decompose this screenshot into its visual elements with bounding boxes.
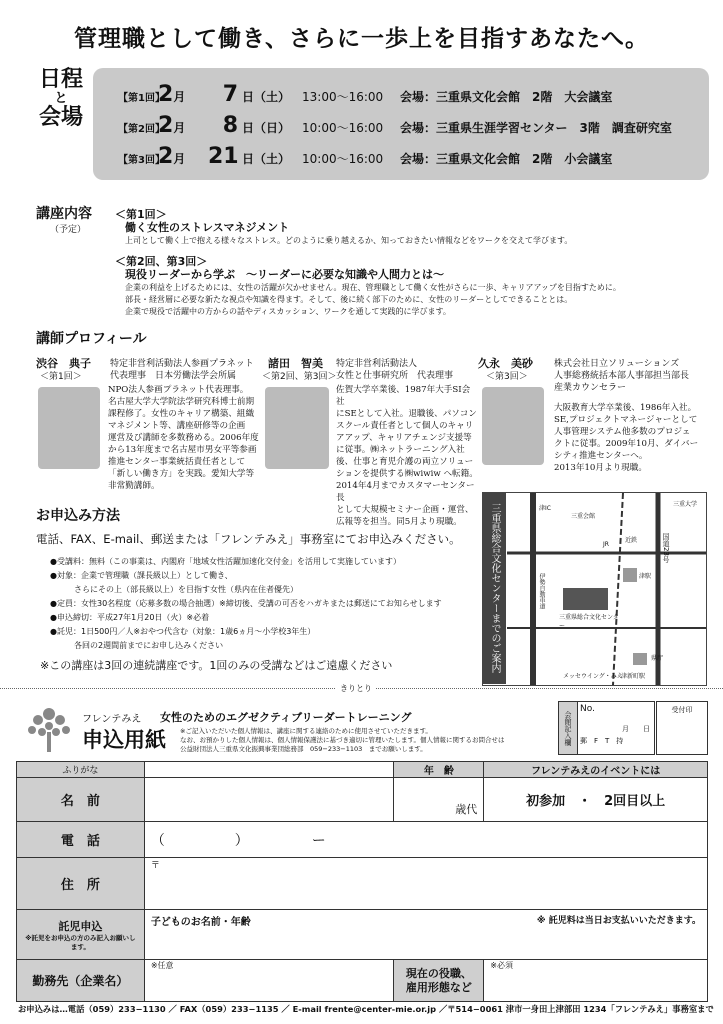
time: 13:00〜16:00 — [302, 90, 384, 104]
phone-input[interactable]: （ ） ー — [144, 822, 707, 858]
profile-2-org1: 特定非営利活動法人 — [336, 359, 418, 369]
map-label: 津駅 — [639, 573, 652, 580]
map-label: 三重大学 — [673, 501, 698, 508]
apply-item: ●託児：1日500円／人※おやつ代含む（対象：1歳6ヵ月〜小学校3年生） — [50, 627, 316, 636]
schedule-label-mid: と — [54, 91, 68, 106]
profile-2-photo — [265, 387, 329, 469]
month: 2 — [158, 113, 174, 138]
apply-item: 各回の2週間前までにお申し込みください — [50, 641, 224, 650]
map-label: 三重会館 — [571, 513, 596, 520]
apply-item: ●対象：企業で管理職（課長級以上）として働き、 — [50, 571, 233, 580]
course-title: 講座内容 — [36, 206, 92, 222]
map-side-label: 三重県総合文化センターまでのご案内 — [482, 492, 506, 684]
profile-1-org2: 代表理事 日本労働法学会所属 — [110, 371, 237, 381]
age-label: 年 齢 — [394, 762, 484, 778]
furigana-label: ふりがな — [17, 762, 145, 778]
month-unit: 月 — [173, 121, 186, 135]
schedule-row-2 — [118, 113, 672, 139]
course-s1-text: 上司として働く上で抱える様々なストレス。どのように乗り越えるか、知っておきたい情報などをワークを交えて学びます。 — [125, 236, 573, 245]
address-label: 住 所 — [17, 858, 145, 910]
profile-1-bio: NPO法人参画プラネット代表理事。 名古屋大学大学院法学研究科博士前期 課程修了。女性のキャリア構築、組織 マネジメント等、講座研修等の企画 運営及び講師を多数務める。2006年度 から13年度まで名古屋市男女平等参画 推進センター事業統括責任者として 「新しい働き方」を実践。愛知大学等 非常勤講師。 — [108, 385, 259, 491]
venue: 会場：三重県文化会館 2階 小会議室 — [400, 152, 613, 166]
event-options[interactable]: 初参加 ・ 2回目以上 — [484, 778, 708, 822]
day-unit: 日（土） — [242, 90, 291, 104]
apply-title: お申込み方法 — [36, 508, 120, 524]
day: 8 — [222, 113, 238, 138]
profile-3-org2: 人事総務統括本部人事部担当部長 — [554, 371, 690, 381]
apply-note: ※この講座は3回の連続講座です。1回のみの受講などはご遠慮ください — [40, 659, 393, 672]
profile-2-round: ＜第2回、第3回＞ — [262, 372, 337, 382]
position-input[interactable]: ※必須 — [484, 960, 708, 1002]
venue: 会場：三重県文化会館 2階 大会議室 — [400, 90, 613, 104]
childcare-pay-note: ※ 託児料は当日お支払いいただきます。 — [536, 916, 701, 926]
map-label: 国道23号 — [662, 533, 670, 563]
course-s2-text-1: 企業の利益を上げるためには、女性の活躍が欠かせません。現在、管理職として働く女性がさらに一歩、キャリアアップを目指すために。 — [125, 283, 621, 292]
course-note: （予定） — [50, 225, 87, 235]
furigana-input[interactable] — [144, 762, 394, 778]
office-no: No. — [580, 704, 595, 714]
schedule-row-3 — [118, 144, 612, 170]
railway-line — [613, 493, 623, 685]
venue: 会場：三重県生涯学習センター 3階 調査研究室 — [400, 121, 672, 135]
event-label: フレンテみえのイベントには — [484, 762, 708, 778]
footer-contact: お申込みは…電話（059）233−1130 ／ FAX（059）233−1135 ／ E-mail frente@center-mie.or.jp ／〒514−0061 津市一身田上津部田 1234「フレンテみえ」事務室まで — [18, 1004, 714, 1014]
office-method: 郵 F T 持 — [580, 737, 624, 745]
map-label: 伊勢自動車道 — [538, 573, 545, 609]
name-input[interactable] — [144, 778, 394, 822]
work-input[interactable]: ※任意 — [144, 960, 394, 1002]
course-s1-title: 働く女性のストレスマネジメント — [125, 221, 290, 234]
station-marker — [623, 568, 637, 582]
schedule-label — [36, 68, 86, 130]
course-s2-text-3: 企業で現役で活躍中の方からの話やディスカッション、ワークを通して実践的に学びます。 — [125, 307, 451, 316]
venue-marker — [563, 588, 608, 610]
privacy-line: ※ご記入いただいた個人情報は、講座に関する連絡のために使用させていただきます。 — [180, 727, 432, 735]
map-label: メッセウイング・みえ — [563, 673, 623, 680]
apply-item: ●申込締切：平成27年1月20日（火）※必着 — [50, 613, 210, 622]
profile-2-bio: 佐賀大学卒業後、1987年大手SI会社 にSEとして入社。退職後、パソコン スクール責任者として個人のキャリ アアップ、キャリアチェンジ支援等 に従事。㈱ネットラーニング入社 後、仕事と育児介護の両立ソリュー ションを提供する㈱wiwiw へ転籍。 2014年4月までカスタマーセンター長 として大規模セミナー企画・運営、 広報等を担当。同5月より現職。 — [336, 385, 478, 527]
schedule-row-1 — [118, 82, 612, 108]
name-label: 名 前 — [17, 778, 145, 822]
age-input[interactable] — [394, 778, 484, 822]
profile-1-name: 渋谷 典子 — [36, 357, 91, 370]
apply-items — [50, 555, 478, 653]
privacy-line: 公益財団法人三重県文化振興事業団総務部 059−233−1103 までお願いします。 — [180, 745, 427, 753]
childcare-input[interactable] — [144, 910, 707, 960]
headline: 管理職として働き、さらに一歩上を目指すあなたへ。 — [73, 26, 650, 52]
map-label: 津新町駅 — [621, 673, 646, 680]
map-label: 近鉄 — [625, 537, 638, 544]
profile-3-name: 久永 美砂 — [478, 357, 533, 370]
month-unit: 月 — [173, 90, 186, 104]
month: 2 — [158, 144, 174, 169]
map-label: 三重県総合文化センター — [559, 614, 619, 630]
course-s1-head: ＜第1回＞ — [115, 208, 167, 221]
map-label: JR — [603, 541, 609, 548]
apply-item: さらにその上（部長級以上）を目指す女性（県内在住者優先） — [50, 585, 298, 594]
form-title: 申込用紙 — [82, 728, 166, 752]
profile-3-photo — [482, 387, 544, 465]
course-s2-title: 現役リーダーから学ぶ 〜リーダーに必要な知識や人間力とは〜 — [125, 268, 444, 281]
profile-1-round: ＜第1回＞ — [40, 372, 82, 382]
schedule-label-bottom: 会場 — [38, 105, 83, 130]
round-number: 【第2回】 — [118, 124, 165, 135]
map-drawing — [483, 493, 706, 685]
profile-title: 講師プロフィール — [36, 331, 147, 347]
profile-1-photo — [38, 387, 100, 469]
profile-1-org1: 特定非営利活動法人参画プラネット — [110, 359, 254, 369]
position-label: 現在の役職、雇用形態など — [394, 960, 484, 1002]
profile-3-round: ＜第3回＞ — [486, 372, 528, 382]
form-subtitle: 女性のためのエグゼクティブリーダートレーニング — [160, 711, 412, 724]
day-unit: 日（土） — [242, 152, 291, 166]
profile-2-org2: 女性と仕事研究所 代表理事 — [336, 371, 454, 381]
office-date: 月 日 — [622, 725, 650, 733]
apply-item: ●受講料：無料（この事業は、内閣府「地域女性活躍加速化交付金」を活用して実施しています） — [50, 557, 401, 566]
profile-3-org1: 株式会社日立ソリューションズ — [554, 359, 680, 369]
apply-lead: 電話、FAX、E-mail、郵送または「フレンテみえ」事務室にてお申込みください。 — [36, 532, 461, 546]
privacy-notice — [180, 727, 504, 754]
profile-3-org3: 産業カウンセラー — [554, 383, 627, 393]
time: 10:00〜16:00 — [302, 152, 384, 166]
course-s2-head: ＜第2回、第3回＞ — [115, 255, 208, 268]
round-number: 【第1回】 — [118, 93, 165, 104]
apply-item: ●定員：女性30名程度（応募多数の場合抽選）※締切後、受講の可否をハガキまたは郵送にてお知らせします — [50, 599, 442, 608]
childcare-cell — [17, 910, 145, 960]
childcare-label: 託児申込 — [58, 919, 103, 933]
phone-label: 電 話 — [17, 822, 145, 858]
profile-2-name: 諸田 智美 — [268, 357, 323, 370]
office-marker — [633, 653, 647, 665]
map-label: 津IC — [539, 505, 551, 512]
office-use-label: 会館記入欄 — [558, 701, 578, 755]
round-number: 【第3回】 — [118, 155, 165, 166]
address-input[interactable]: 〒 — [144, 858, 707, 910]
access-map — [482, 492, 707, 686]
course-s2-text-2: 部長・経営層に必要な新たな視点や知識を得ます。そして、後に続く部下のために、女性のリーダーとしてできることとは。 — [125, 295, 573, 304]
day-unit: 日（日） — [242, 121, 291, 135]
application-form — [16, 761, 708, 1002]
day: 7 — [222, 82, 238, 107]
work-label: 勤務先（企業名） — [17, 960, 145, 1002]
office-use-box — [576, 701, 655, 755]
privacy-line: なお、お預かりした個人情報は、個人情報保護法に基づき適切に管理いたします。個人情報に関するお問合せは — [180, 736, 505, 744]
stamp-box — [656, 701, 708, 755]
schedule-label-top: 日程 — [38, 67, 83, 92]
childcare-note: ※託児をお申込の方のみ記入お願いします。 — [25, 933, 136, 951]
time: 10:00〜16:00 — [302, 121, 384, 135]
childcare-field: 子どものお名前・年齢 — [150, 917, 251, 928]
day: 21 — [208, 144, 239, 169]
profile-3-bio: 大阪教育大学卒業後、1986年入社。 SE,プロジェクトマネージャーとして 人事管理システム他多数のプロジェ クトに従事。2009年10月、ダイバー シティ推進センターへ。 2013年10月より現職。 — [554, 403, 699, 473]
map-label: 県庁 — [651, 655, 664, 662]
tree-logo-icon — [26, 702, 72, 754]
month-unit: 月 — [173, 152, 186, 166]
month: 2 — [158, 82, 174, 107]
form-brand: フレンテみえ — [82, 714, 142, 725]
stamp-label: 受付印 — [671, 706, 693, 714]
cut-line-label: きりとり — [336, 683, 376, 694]
age-unit: 歳代 — [455, 803, 478, 816]
